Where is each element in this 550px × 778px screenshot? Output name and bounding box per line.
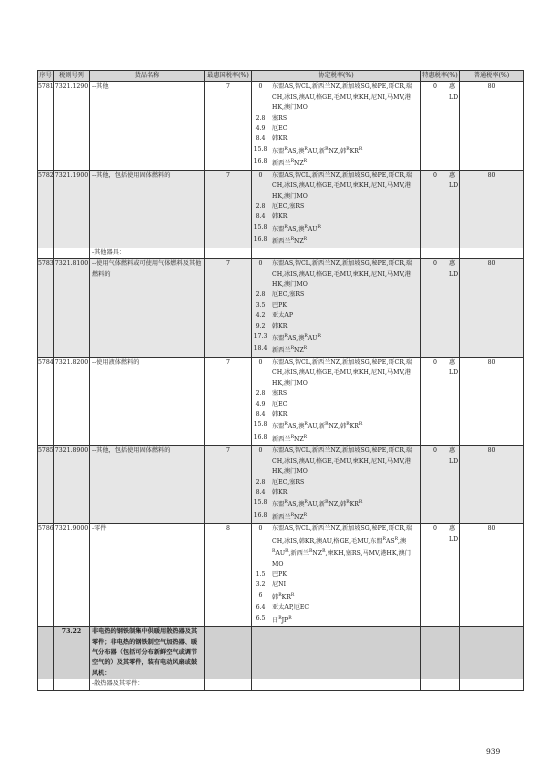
agreement-rate: 3.5 [255, 301, 266, 309]
agreement-members: 尼NI [272, 581, 287, 589]
preferential-rate: 0 [433, 447, 437, 455]
agreement-rate: 18.4 [253, 345, 268, 353]
preferential-rate: 0 [433, 83, 437, 91]
general-cell: 80 [460, 524, 524, 627]
agreement-rate: 2.8 [255, 203, 266, 210]
agreement-line [252, 591, 420, 603]
agreement-rate: 0 [258, 83, 263, 91]
desc-cell: --其他 [90, 82, 205, 170]
agreement-rate: 15.8 [253, 421, 268, 429]
general-cell: 80 [460, 357, 524, 445]
mfn-cell: 7 [205, 82, 252, 170]
preferential-label: 惠LD [449, 171, 459, 190]
header-general: 普通税率(%) [460, 71, 524, 82]
preferential-rate: 0 [433, 171, 437, 179]
seq-cell: 5785 [38, 446, 54, 524]
preferential-rate: 0 [433, 525, 437, 533]
agreement-members: 亚太AP,厄EC [272, 604, 310, 612]
agreement-rate: 15.8 [253, 223, 268, 231]
desc-cell: --其他，包括使用固体燃料的 [90, 446, 205, 524]
header-agreement: 协定税率(%) [252, 71, 421, 82]
preferential-cell [421, 446, 460, 524]
agreement-members: 厄EC,塞RS [272, 291, 305, 299]
agreement-members: 塞RS [272, 114, 288, 122]
agreement-members: 东盟AS,智CL,新西兰NZ,新加坡SG,秘PE,哥CR,瑞CH,冰IS,澳AU,格GE,毛MU,柬KH,尼NI,马MV,港HK,澳门MO [272, 171, 413, 200]
agreement-line [252, 400, 420, 410]
code-cell: 7321.9000 [54, 524, 90, 627]
agreement-members: 东盟AS,智CL,新西兰NZ,新加坡SG,秘PE,哥CR,瑞CH,冰IS,澳AU,格GE,毛MU,柬KH,尼NI,马MV,港HK,澳门MO [272, 358, 413, 387]
preferential-cell [421, 357, 460, 445]
agreement-line [252, 114, 420, 124]
agreement-rate: 15.8 [253, 499, 268, 507]
agreement-rate: 8.4 [255, 213, 266, 221]
agreement-line [252, 171, 420, 202]
agreement-members: 塞RS [272, 390, 288, 398]
preferential-rate: 0 [433, 260, 437, 268]
agreement-line [252, 511, 420, 523]
agreement-members: 东盟AS,智CL,新西兰NZ,新加坡SG,秘PE,哥CR,瑞CH,冰IS,韩KR,澳AU,格GE,毛MU,东盟$^RAS^R$,澳$^RAU^R$,新西兰$^RNZ^R$,柬KH,塞RS,马MV,港HK,澳门MO [272, 525, 413, 568]
agreement-members: 厄EC [272, 400, 288, 408]
agreement-rate: 4.9 [255, 400, 266, 408]
agreement-line [252, 420, 420, 432]
agreement-line [252, 311, 420, 321]
agreement-members: 厄EC,塞RS [272, 203, 305, 210]
preferential-cell [421, 170, 460, 247]
header-preferential: 特惠税率(%) [421, 71, 460, 82]
agreement-rate: 2.8 [255, 114, 266, 122]
agreement-members: 巴PK [272, 301, 287, 309]
agreement-line [252, 223, 420, 235]
agreement-members: 厄EC [272, 125, 288, 133]
mfn-cell: 7 [205, 170, 252, 247]
mfn-cell: 7 [205, 259, 252, 358]
seq-cell: 5782 [38, 170, 54, 247]
agreement-rate: 8.4 [255, 410, 266, 418]
agreement-members: 新西兰$^RNZ^R$ [272, 237, 308, 246]
agreement-members: 东盟$^R$AS,澳$^RAU^R$ [272, 334, 321, 343]
agreement-members: 新西兰$^RNZ^R$ [272, 159, 308, 168]
agreement-rate: 4.9 [255, 125, 266, 133]
mfn-cell: 7 [205, 357, 252, 445]
agreement-rate: 16.8 [253, 236, 268, 244]
agreement-line [252, 570, 420, 580]
agreement-line [252, 134, 420, 144]
agreement-rate: 9.2 [255, 322, 266, 330]
seq-cell: 5784 [38, 357, 54, 445]
subheading-text: -散热器及其零件： [90, 679, 205, 690]
heading-desc: 非电热的钢铁制集中供暖用散热器及其零件；非电热的钢铁制空气加热器、暖气分布器（包括可分布新鲜空气或调节空气的）及其零件，装有电动风扇或鼓风机： [90, 627, 205, 680]
agreement-members: 韩KR [272, 322, 288, 330]
agreement-rate: 2.8 [255, 291, 266, 299]
agreement-members: 东盟$^R$AS,澳$^R$AU,新$^R$NZ,韩$^RKR^R$ [272, 422, 363, 431]
agreement-members: 巴PK [272, 571, 287, 579]
tariff-table [37, 70, 524, 691]
agreement-rate: 4.2 [255, 312, 266, 320]
agreement-cell [252, 82, 421, 170]
agreement-members: 东盟$^R$AS,澳$^R$AU,新$^R$NZ,韩$^RKR^R$ [272, 146, 363, 155]
agreement-line [252, 157, 420, 169]
agreement-members: 韩KR [272, 410, 288, 418]
header-seq: 序号 [38, 71, 54, 82]
preferential-cell [421, 259, 460, 358]
agreement-line [252, 614, 420, 626]
table-row [38, 524, 524, 627]
agreement-line [252, 488, 420, 498]
agreement-line [252, 290, 420, 300]
agreement-cell [252, 446, 421, 524]
general-cell: 80 [460, 446, 524, 524]
agreement-members: 亚太AP [272, 312, 294, 320]
agreement-members: 东盟$^R$AS,澳$^R$AU,新$^R$NZ,韩$^RKR^R$ [272, 500, 363, 509]
agreement-line [252, 301, 420, 311]
agreement-line [252, 322, 420, 332]
agreement-rate: 2.8 [255, 478, 266, 486]
preferential-cell [421, 524, 460, 627]
agreement-rate: 16.8 [253, 511, 268, 519]
agreement-rate: 1.5 [255, 571, 266, 579]
agreement-cell [252, 170, 421, 247]
preferential-label: 惠LD [449, 525, 459, 543]
agreement-members: 东盟AS,智CL,新西兰NZ,新加坡SG,秘PE,哥CR,瑞CH,冰IS,澳AU,格GE,毛MU,柬KH,尼NI,马MV,港HK,澳门MO [272, 260, 413, 288]
agreement-line [252, 82, 420, 113]
agreement-rate: 0 [258, 358, 263, 366]
mfn-cell: 8 [205, 524, 252, 627]
table-row [38, 82, 524, 170]
desc-cell: --使用气体燃料或可使用气体燃料及其他燃料的 [90, 259, 205, 358]
preferential-label: 惠LD [449, 83, 459, 101]
agreement-line [252, 344, 420, 356]
agreement-members: 新西兰$^RNZ^R$ [272, 434, 308, 443]
agreement-line [252, 212, 420, 222]
heading-row [38, 627, 524, 680]
agreement-line [252, 498, 420, 510]
code-cell: 7321.8100 [54, 259, 90, 358]
agreement-members: 厄EC,塞RS [272, 478, 305, 486]
agreement-rate: 16.8 [253, 433, 268, 441]
agreement-line [252, 524, 420, 570]
desc-cell: -零件 [90, 524, 205, 627]
seq-cell: 5781 [38, 82, 54, 170]
code-cell: 7321.8200 [54, 357, 90, 445]
mfn-cell: 7 [205, 446, 252, 524]
agreement-rate: 0 [258, 260, 263, 268]
agreement-line [252, 145, 420, 157]
general-cell: 80 [460, 170, 524, 247]
agreement-line [252, 202, 420, 212]
header-code: 税则号列 [54, 71, 90, 82]
agreement-line [252, 580, 420, 590]
agreement-members: 新西兰$^RNZ^R$ [272, 346, 308, 355]
agreement-rate: 15.8 [253, 145, 268, 153]
general-cell: 80 [460, 259, 524, 358]
subheading-row [38, 679, 524, 690]
agreement-members: 东盟$^R$AS,澳$^RAU^R$ [272, 224, 321, 233]
agreement-cell [252, 524, 421, 627]
agreement-members: 东盟AS,智CL,新西兰NZ,新加坡SG,秘PE,哥CR,瑞CH,冰IS,澳AU,格GE,毛MU,柬KH,尼NI,马MV,港HK,澳门MO [272, 83, 413, 112]
agreement-members: 东盟AS,智CL,新西兰NZ,新加坡SG,秘PE,哥CR,瑞CH,冰IS,澳AU,格GE,毛MU,柬KH,尼NI,马MV,港HK,澳门MO [272, 447, 413, 476]
seq-cell: 5786 [38, 524, 54, 627]
subheading-text: -其他器具： [90, 248, 205, 259]
table-row [38, 259, 524, 358]
agreement-line [252, 124, 420, 134]
table-row [38, 357, 524, 445]
desc-cell: --其他，包括使用固体燃料的 [90, 170, 205, 247]
agreement-line [252, 332, 420, 344]
general-cell: 80 [460, 82, 524, 170]
agreement-rate: 8.4 [255, 135, 266, 143]
agreement-rate: 0 [258, 525, 263, 533]
heading-code: 73.22 [54, 627, 90, 680]
agreement-line [252, 478, 420, 488]
agreement-members: 韩KR [272, 135, 288, 143]
subheading-row [38, 248, 524, 259]
agreement-line [252, 235, 420, 247]
agreement-members: 新西兰$^RNZ^R$ [272, 512, 308, 521]
agreement-members: 韩$^RKR^R$ [272, 592, 295, 601]
seq-cell: 5783 [38, 259, 54, 358]
agreement-rate: 6.5 [255, 614, 266, 622]
table-header-row [38, 71, 524, 82]
preferential-label: 惠LD [449, 260, 459, 278]
agreement-members: 韩KR [272, 213, 288, 221]
agreement-rate: 16.8 [253, 158, 268, 166]
preferential-label: 惠LD [449, 358, 459, 377]
agreement-line [252, 358, 420, 389]
table-row [38, 446, 524, 524]
table-row [38, 170, 524, 247]
agreement-line [252, 259, 420, 290]
agreement-line [252, 389, 420, 399]
agreement-members: 日$^RJP^R$ [272, 615, 292, 624]
table-body [38, 82, 524, 690]
agreement-line [252, 446, 420, 477]
code-cell: 7321.1290 [54, 82, 90, 170]
agreement-rate: 6 [258, 591, 263, 599]
agreement-rate: 3.2 [255, 581, 266, 589]
agreement-cell [252, 357, 421, 445]
page-number: 939 [486, 747, 501, 756]
agreement-members: 韩KR [272, 488, 288, 496]
agreement-rate: 17.3 [253, 333, 268, 340]
agreement-line [252, 433, 420, 445]
agreement-rate: 8.4 [255, 488, 266, 496]
code-cell: 7321.1900 [54, 170, 90, 247]
preferential-rate: 0 [433, 358, 437, 366]
header-desc: 货品名称 [90, 71, 205, 82]
agreement-line [252, 410, 420, 420]
preferential-cell [421, 82, 460, 170]
agreement-rate: 6.4 [255, 604, 266, 612]
agreement-rate: 0 [258, 171, 263, 179]
header-mfn: 最惠国税率(%) [205, 71, 252, 82]
agreement-cell [252, 259, 421, 358]
agreement-rate: 0 [258, 447, 263, 455]
code-cell: 7321.8900 [54, 446, 90, 524]
agreement-rate: 2.8 [255, 390, 266, 398]
desc-cell: --使用液体燃料的 [90, 357, 205, 445]
preferential-label: 惠LD [449, 447, 459, 465]
agreement-line [252, 603, 420, 613]
